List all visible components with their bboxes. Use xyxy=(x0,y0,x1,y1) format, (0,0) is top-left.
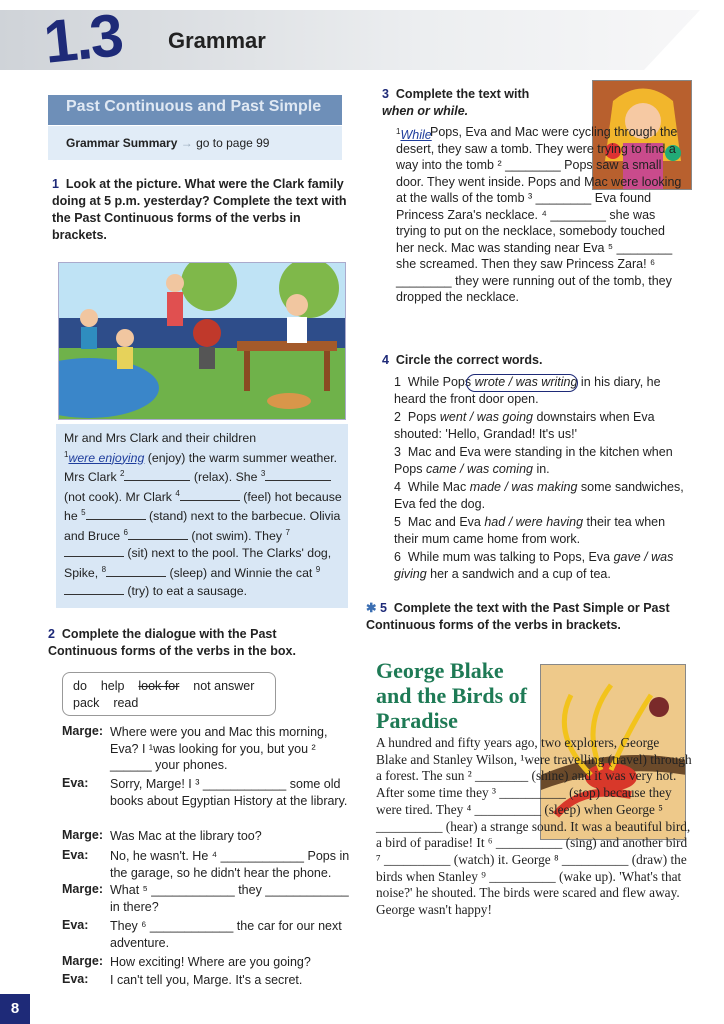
ex3-instruction-text: Complete the text with xyxy=(395,87,530,101)
ex4-post-5: their tea when their mum came home from work. xyxy=(394,515,666,546)
ex1-blank-2[interactable] xyxy=(124,468,190,481)
word-help: help xyxy=(100,679,125,693)
ex1-n1: 1 xyxy=(64,449,69,459)
ex4-n2: 2 xyxy=(394,410,401,424)
summary-link[interactable]: go to page 99 xyxy=(196,136,270,150)
dialogue-line-4: No, he wasn't. He ⁴ ____________ Pops in the garage, so he didn't hear the phone. xyxy=(110,849,350,880)
ex1-blank-7[interactable] xyxy=(64,544,124,557)
ex1-blank-5[interactable] xyxy=(86,507,146,520)
word-not-answer: not answer xyxy=(193,679,255,693)
speaker-eva: Eva: xyxy=(62,848,89,862)
arrow-right-icon: → xyxy=(180,136,193,150)
ex4-n3: 3 xyxy=(394,445,401,459)
ex4-pre-1: While Pops xyxy=(407,375,472,389)
speaker-eva: Eva: xyxy=(62,918,89,932)
ex4-option-2[interactable]: went / was going xyxy=(439,410,533,424)
ex4-n1: 1 xyxy=(394,375,401,389)
ex3-text-top: $^1$While xyxy=(396,127,432,143)
speaker-marge: Marge: xyxy=(62,882,103,896)
ex4-post-3: in. xyxy=(536,461,550,476)
dialogue-line-3: Was Mac at the library too? xyxy=(110,829,262,843)
ex3-instruction-em: when or while. xyxy=(382,104,469,118)
story-text: A hundred and fifty years ago, two explorers, George Blake and Stanley Wilson, ¹were travelling (travel) through a forest. The sun ² ________ (shine) and it was very hot. After some time they ³ __________ (stop) because they were tired. They ⁴ __________ (sleep) when George ⁵ __________ (hear) a strange sound. It was a beautiful bird, a bird of paradise! It ⁶ __________ (sing) and another bird ⁷ __________ (watch) it. George ⁸ __________ (draw) the birds when Stanley ⁹ __________ (wake up). 'What's that noise?' he shouted. The birds were scared and flew away. George wasn't happy! xyxy=(376,735,692,918)
ex1-t9: (try) to eat a sausage. xyxy=(127,583,248,598)
ex2-instruction xyxy=(48,626,348,660)
ex1-instruction xyxy=(52,176,352,244)
ex4-option-3[interactable]: came / was coming xyxy=(425,461,533,476)
speaker-marge: Marge: xyxy=(62,724,103,738)
word-read: read xyxy=(113,696,139,710)
dialogue-line-2: Sorry, Marge! I ³ ____________ some old books about Egyptian History at the library. xyxy=(110,777,348,808)
word-look-for: look for xyxy=(138,679,180,693)
ex4-post-2: downstairs when Eva shouted: 'Hello, Grandad! It's us!' xyxy=(394,410,655,441)
ex4-n5: 5 xyxy=(394,515,401,529)
ex2-instruction-text: Complete the dialogue with the Past Continuous forms of the verbs in the box. xyxy=(48,627,296,658)
speaker-eva: Eva: xyxy=(62,776,89,790)
ex4-post-6: her a sandwich and a cup of tea. xyxy=(430,566,611,581)
ex1-blank-3[interactable] xyxy=(265,468,331,481)
ex4-pre-5: Mac and Eva xyxy=(407,515,481,529)
ex2-number: 2 xyxy=(48,627,55,641)
ex1-t2: (relax). She xyxy=(193,470,258,485)
ex1-n7: 7 xyxy=(285,527,290,537)
ex1-n4: 4 xyxy=(175,488,180,498)
ex1-blank-6[interactable] xyxy=(128,527,188,540)
ex4-n6: 6 xyxy=(394,550,401,564)
ex4-option-5[interactable]: had / were having xyxy=(484,515,584,529)
ex4-item-4 xyxy=(394,479,686,514)
ex1-n2: 2 xyxy=(120,469,125,479)
ex4-pre-3: Mac and Eva were standing in the kitchen when Pops xyxy=(394,445,673,476)
ex4-pre-6: While mum was talking to Pops, Eva xyxy=(407,550,611,564)
ex4-pre-2: Pops xyxy=(407,410,437,424)
dialogue-line-7: How exciting! Where are you going? xyxy=(110,955,311,969)
ex5-number: 5 xyxy=(379,601,387,615)
ex1-number: 1 xyxy=(52,177,59,191)
ex1-instruction-text: Look at the picture. What were the Clark family doing at 5 p.m. yesterday? Complete the text with the Past Continuous forms of the verbs in brackets. xyxy=(52,177,347,242)
ex1-t6: (not swim). They xyxy=(191,528,283,543)
speaker-eva: Eva: xyxy=(62,972,89,986)
summary-label: Grammar Summary xyxy=(66,136,178,150)
ex4-item-3 xyxy=(394,444,686,479)
ex1-t5: (stand) next to the barbecue. Olivia and Bruce xyxy=(64,509,341,543)
ex1-n5: 5 xyxy=(81,508,86,518)
ex4-instruction xyxy=(382,352,542,369)
star-icon: ✱ xyxy=(366,601,377,615)
ex5-instruction-text: Complete the text with the Past Simple or Past Continuous forms of the verbs in brackets. xyxy=(366,601,670,632)
ex5-instruction xyxy=(366,600,686,634)
word-box xyxy=(62,672,276,716)
word-do: do xyxy=(73,679,87,693)
dialogue-line-8: I can't tell you, Marge. It's a secret. xyxy=(110,973,303,987)
ex1-t8: (sleep) and Winnie the cat xyxy=(169,566,313,581)
ex1-n9: 9 xyxy=(315,564,321,574)
ex4-number: 4 xyxy=(382,353,389,367)
ex4-option-6[interactable]: gave / was giving xyxy=(394,550,674,581)
speaker-marge: Marge: xyxy=(62,828,103,842)
ex4-post-1: in his diary, he heard the front door open. xyxy=(394,375,661,406)
ex3-text: Pops, Eva and Mac were cycling through the desert, they saw a tomb. They were trying to find a way into the tomb ² ________ Pops saw a small door. They went inside. Pops and Mac were looking at the walls of the tomb ³ ________ Eva found Princess Zara's necklace. ⁴ ________ she was trying to put on the necklace, somebody touched her neck. Mac was standing near Eva ⁵ ________ she screamed. Then they saw Princess Zara! ⁶ ________ they were running out of the tomb, they dropped the necklace. xyxy=(396,125,682,304)
ex4-list xyxy=(394,374,686,584)
ex1-text xyxy=(64,430,344,599)
page-header xyxy=(0,0,724,80)
ex4-item-2 xyxy=(394,409,686,444)
ex1-t4: (feel) hot because he xyxy=(64,489,342,524)
ex3-instruction xyxy=(382,86,582,120)
dialogue-line-6: They ⁶ ____________ the car for our next adventure. xyxy=(110,919,342,950)
ex4-option-4[interactable]: made / was making xyxy=(469,480,578,494)
dialogue-line-5: What ⁵ ____________ they ____________ in there? xyxy=(110,883,349,914)
ex1-t3: (not cook). Mr Clark xyxy=(64,489,172,504)
ex3-number: 3 xyxy=(382,87,389,101)
grammar-summary[interactable] xyxy=(66,136,269,150)
answer-circle xyxy=(466,374,578,392)
story-title: George Blake and the Birds of Paradise xyxy=(376,658,527,733)
page-title: Grammar xyxy=(168,28,266,53)
page-number: 8 xyxy=(0,994,30,1024)
word-pack: pack xyxy=(73,696,100,710)
ex4-n4: 4 xyxy=(394,480,401,494)
ex1-blank-9[interactable] xyxy=(64,582,124,595)
ex1-n3: 3 xyxy=(260,469,266,479)
ex3-answer-1: While xyxy=(400,128,432,143)
ex1-t0: Mr and Mrs Clark and their children xyxy=(64,431,257,445)
ex4-post-4: some sandwiches, Eva fed the dog. xyxy=(394,480,684,511)
speaker-marge: Marge: xyxy=(62,954,103,968)
ex1-t1: (enjoy) the warm summer weather. Mrs Clark xyxy=(64,450,338,485)
ex1-blank-4[interactable] xyxy=(180,488,240,501)
section-banner: Past Continuous and Past Simple xyxy=(48,95,342,125)
ex1-blank-8[interactable] xyxy=(106,564,166,577)
ex4-item-5 xyxy=(394,514,686,549)
ex1-answer-1: were enjoying xyxy=(68,450,145,465)
family-picture xyxy=(58,262,346,420)
ex1-t7: (sit) next to the pool. The Clarks' dog, Spike, xyxy=(64,546,332,581)
ex4-pre-4: While Mac xyxy=(407,480,467,494)
ex1-n6: 6 xyxy=(123,527,128,537)
dialogue-line-1: Where were you and Mac this morning, Eva? I ¹was looking for you, but you ² ______ your phones. xyxy=(110,725,328,772)
ex4-instruction-text: Circle the correct words. xyxy=(395,353,543,367)
unit-number: 1.3 xyxy=(40,1,125,76)
ex4-option-1[interactable]: wrote / was writing xyxy=(474,375,578,389)
ex1-n8: 8 xyxy=(101,564,107,574)
ex4-item-6 xyxy=(394,549,686,584)
